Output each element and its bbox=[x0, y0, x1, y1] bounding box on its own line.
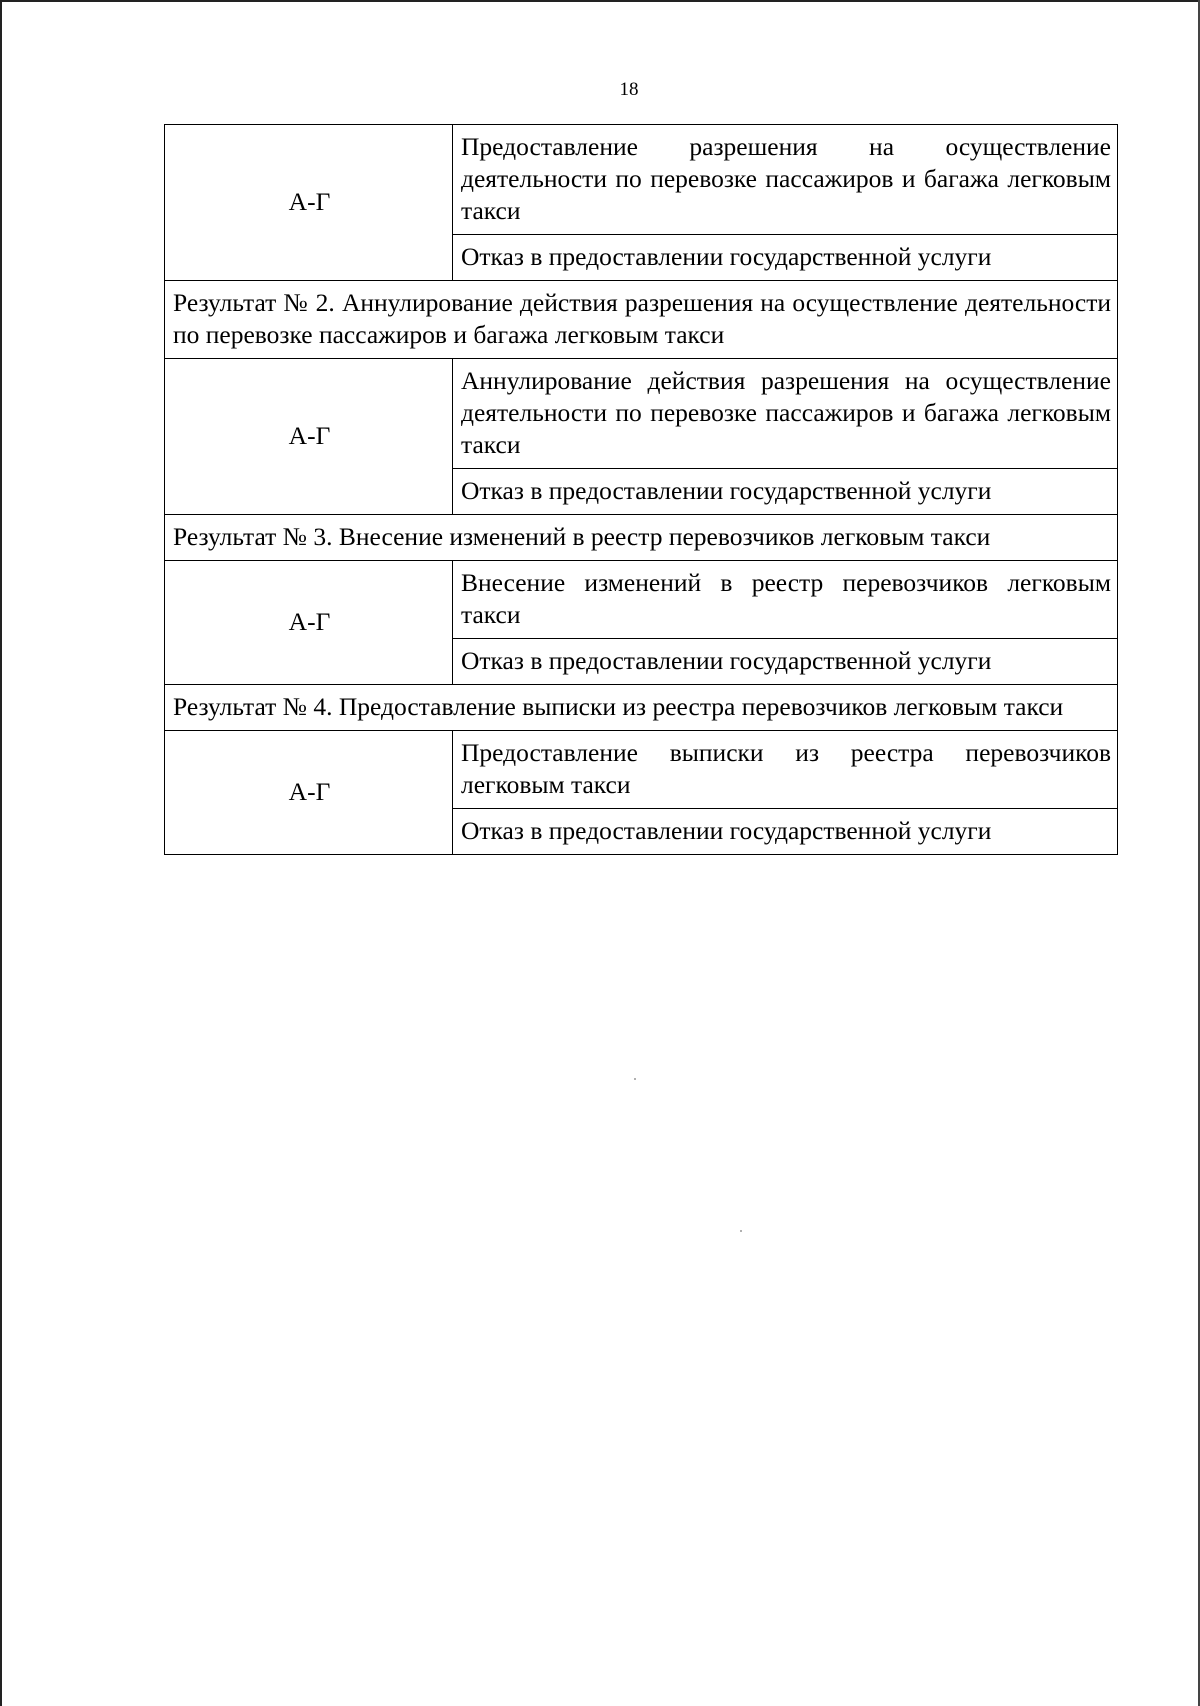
table-row bbox=[165, 515, 1118, 561]
result-heading-cell: Результат № 3. Внесение изменений в реестр перевозчиков легковым такси bbox=[165, 515, 1118, 561]
table-row bbox=[165, 125, 1118, 235]
code-cell: А-Г bbox=[165, 561, 453, 685]
table-row bbox=[165, 359, 1118, 469]
scan-border-top bbox=[0, 0, 1200, 2]
result-heading-cell: Результат № 4. Предоставление выписки из реестра перевозчиков легковым такси bbox=[165, 685, 1118, 731]
code-cell: А-Г bbox=[165, 359, 453, 515]
result-text-cell: Предоставление выписки из реестра перевозчиков легковым такси bbox=[453, 731, 1118, 809]
result-text-cell: Внесение изменений в реестр перевозчиков легковым такси bbox=[453, 561, 1118, 639]
table-row bbox=[165, 731, 1118, 809]
refusal-text-cell: Отказ в предоставлении государственной услуги bbox=[453, 639, 1118, 685]
result-text-cell: Предоставление разрешения на осуществление деятельности по перевозке пассажиров и багажа легковым такси bbox=[453, 125, 1118, 235]
page-number: 18 bbox=[619, 79, 639, 100]
table-row bbox=[165, 281, 1118, 359]
code-cell: А-Г bbox=[165, 125, 453, 281]
result-heading-cell: Результат № 2. Аннулирование действия разрешения на осуществление деятельности по перевозке пассажиров и багажа легковым такси bbox=[165, 281, 1118, 359]
table-row bbox=[165, 561, 1118, 639]
scan-speck bbox=[740, 1230, 742, 1232]
refusal-text-cell: Отказ в предоставлении государственной услуги bbox=[453, 469, 1118, 515]
code-cell: А-Г bbox=[165, 731, 453, 855]
result-text-cell: Аннулирование действия разрешения на осуществление деятельности по перевозке пассажиров и багажа легковым такси bbox=[453, 359, 1118, 469]
scan-speck bbox=[634, 1078, 636, 1080]
results-table bbox=[164, 124, 1118, 855]
refusal-text-cell: Отказ в предоставлении государственной услуги bbox=[453, 235, 1118, 281]
refusal-text-cell: Отказ в предоставлении государственной услуги bbox=[453, 809, 1118, 855]
table-row bbox=[165, 685, 1118, 731]
scan-border-left bbox=[0, 0, 2, 1706]
